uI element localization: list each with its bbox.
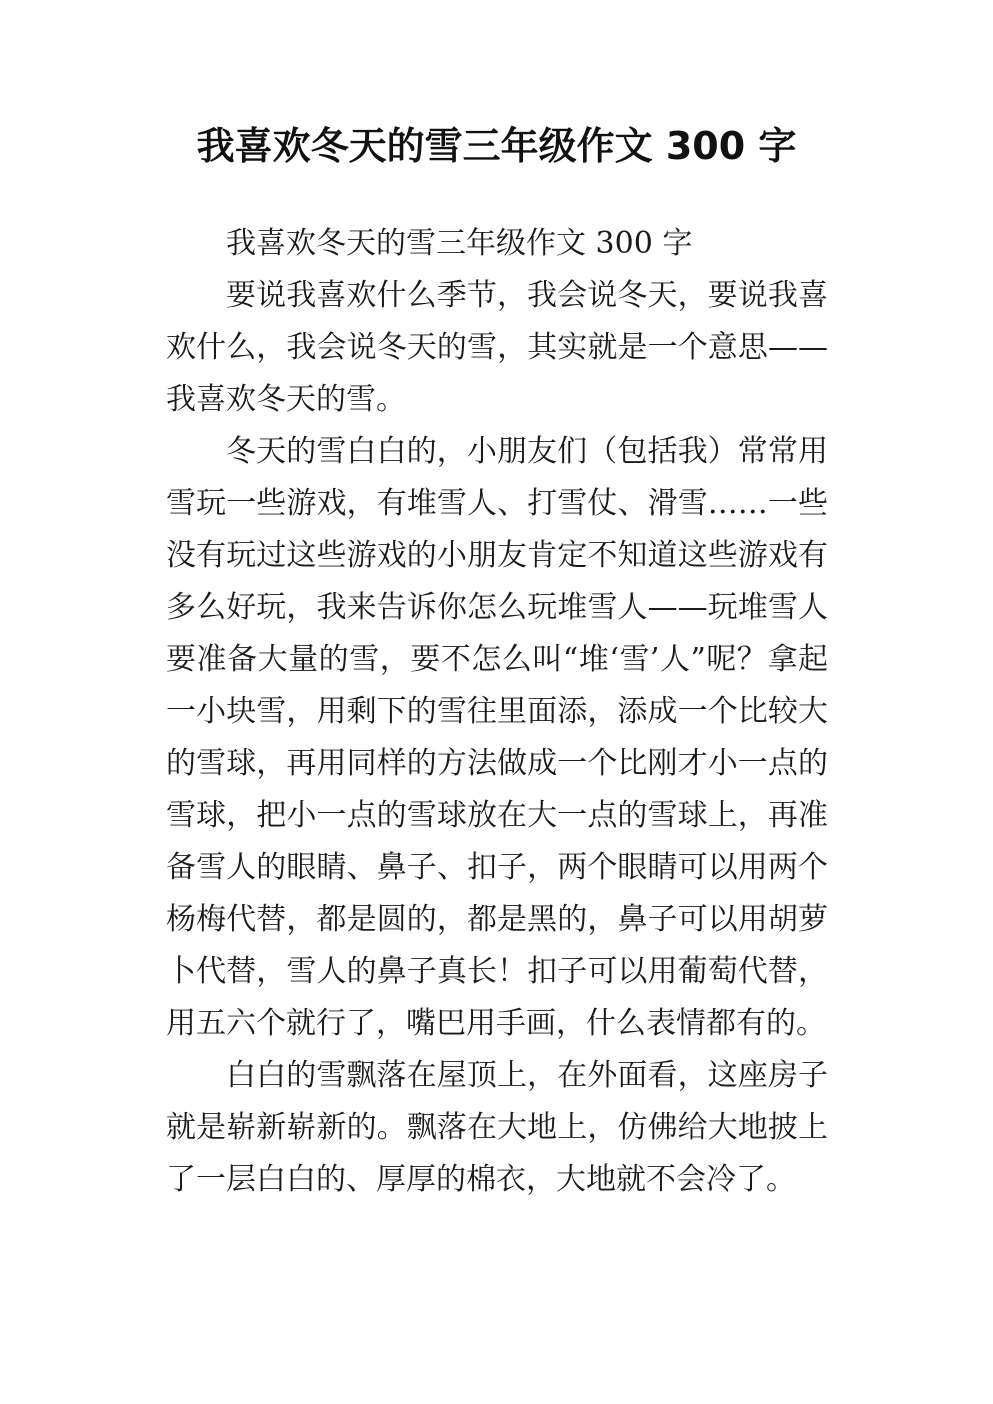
document-body <box>166 218 828 1206</box>
paragraph-subtitle: 我喜欢冬天的雪三年级作文 300 字 <box>226 226 693 261</box>
document-title: 我喜欢冬天的雪三年级作文 300 字 <box>196 124 797 168</box>
paragraph-snowman: 冬天的雪白白的，小朋友们（包括我）常常用雪玩一些游戏，有堆雪人、打雪仗、滑雪……一些没有玩过这些游戏的小朋友肯定不知道这些游戏有多么好玩，我来告诉你怎么玩堆雪人——玩堆雪人要准备大量的雪，要不怎么叫“堆‘雪’人”呢？拿起一小块雪，用剩下的雪往里面添，添成一个比较大的雪球，再用同样的方法做成一个比刚才小一点的雪球，把小一点的雪球放在大一点的雪球上，再准备雪人的眼睛、鼻子、扣子，两个眼睛可以用两个杨梅代替，都是圆的，都是黑的，鼻子可以用胡萝卜代替，雪人的鼻子真长！扣子可以用葡萄代替，用五六个就行了，嘴巴用手画，什么表情都有的。 <box>166 434 828 1041</box>
paragraph-intro: 要说我喜欢什么季节，我会说冬天，要说我喜欢什么，我会说冬天的雪，其实就是一个意思——我喜欢冬天的雪。 <box>166 278 828 417</box>
paragraph-closing: 白白的雪飘落在屋顶上，在外面看，这座房子就是崭新崭新的。飘落在大地上，仿佛给大地披上了一层白白的、厚厚的棉衣，大地就不会冷了。 <box>166 1058 828 1197</box>
